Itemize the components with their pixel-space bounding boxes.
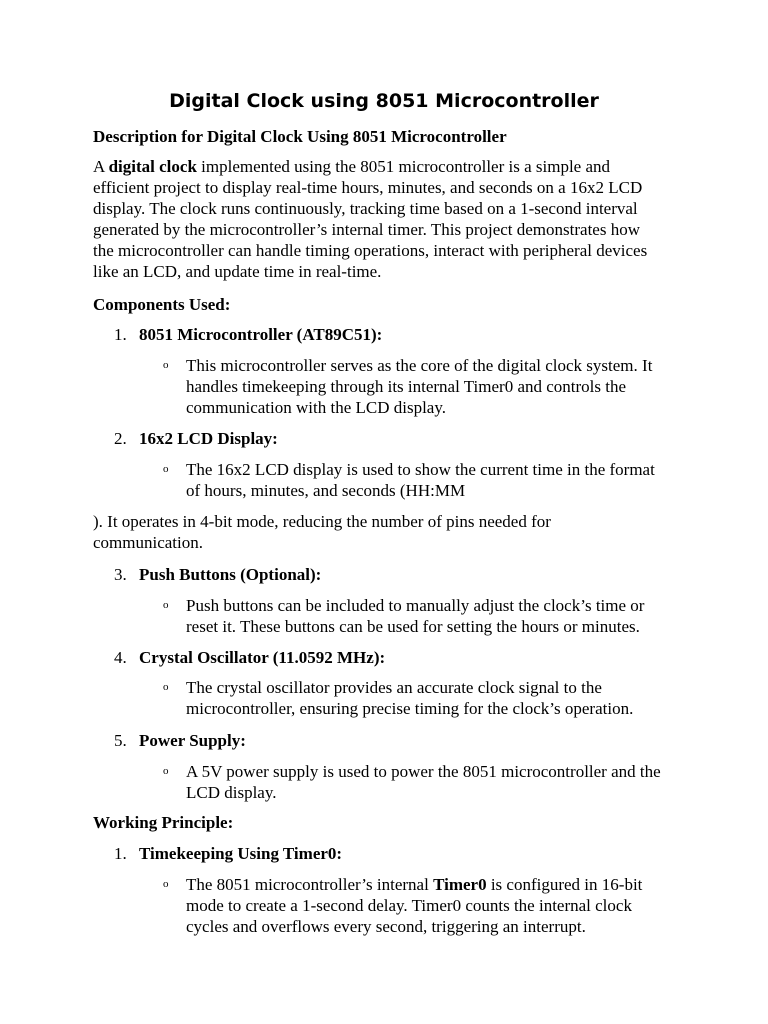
working-item-1-number: 1. [114, 844, 127, 863]
component-item-5-text: A 5V power supply is used to power the 8051 microcontroller and the LCD display. [186, 762, 661, 802]
component-item-1-title [114, 324, 382, 345]
page-title: Digital Clock using 8051 Microcontroller [169, 90, 599, 112]
component-item-4-label: Crystal Oscillator (11.0592 MHz): [139, 648, 386, 667]
component-item-1-text: This microcontroller serves as the core of the digital clock system. It handles timekeeping through its internal Timer0 and controls the communication with the LCD display. [186, 356, 653, 417]
component-item-2-text: The 16x2 LCD display is used to show the current time in the format of hours, minutes, and seconds (HH:MM [186, 460, 655, 500]
intro-lead: A [93, 157, 109, 176]
bullet-marker-icon: o [163, 878, 169, 890]
component-item-1-number: 1. [114, 325, 127, 344]
component-item-2-label: 16x2 LCD Display: [139, 429, 278, 448]
component-item-2-number: 2. [114, 429, 127, 448]
bullet-marker-icon: o [163, 599, 169, 611]
component-item-5-title [114, 730, 246, 751]
bullet-marker-icon: o [163, 463, 169, 475]
working-item-1-text-bold: Timer0 [433, 875, 487, 894]
working-item-1-text [186, 874, 676, 937]
working-heading: Working Principle: [93, 813, 234, 832]
bullet-marker-icon: o [163, 359, 169, 371]
intro-bold-term: digital clock [108, 157, 197, 176]
working-item-1-text-rest: is configured in 16-bit mode to create a 1-second delay. Timer0 counts the internal clock cycles and overflows every second, triggering an interrupt. [186, 875, 643, 936]
intro-paragraph [93, 156, 663, 282]
component-item-4-number: 4. [114, 648, 127, 667]
description-heading: Description for Digital Clock Using 8051 Microcontroller [93, 127, 507, 146]
component-item-4-text: The crystal oscillator provides an accurate clock signal to the microcontroller, ensuring precise timing for the clock’s operation. [186, 678, 634, 718]
component-item-2-title [114, 428, 278, 449]
component-item-3-text: Push buttons can be included to manually adjust the clock’s time or reset it. These buttons can be used for setting the hours or minutes. [186, 596, 645, 636]
component-item-3-number: 3. [114, 565, 127, 584]
component-item-4-title [114, 647, 385, 668]
working-item-1-text-lead: The 8051 microcontroller’s internal [186, 875, 434, 894]
working-item-1-label: Timekeeping Using Timer0: [139, 844, 343, 863]
working-item-1-title [114, 843, 342, 864]
bullet-marker-icon: o [163, 765, 169, 777]
intro-rest: implemented using the 8051 microcontroller is a simple and efficient project to display real-time hours, minutes, and seconds on a 16x2 LCD display. The clock runs continuously, tracking time based on a 1-second interval generated by the microcontroller’s internal timer. This project demonstrates how the microcontroller can handle timing operations, interact with peripheral devices like an LCD, and update time in real-time. [93, 157, 648, 281]
component-item-3-label: Push Buttons (Optional): [139, 565, 322, 584]
bullet-marker-icon: o [163, 681, 169, 693]
lcd-continuation-paragraph: ). It operates in 4-bit mode, reducing the number of pins needed for communication. [93, 512, 551, 552]
component-item-5-number: 5. [114, 731, 127, 750]
component-item-5-label: Power Supply: [139, 731, 246, 750]
components-heading: Components Used: [93, 295, 231, 314]
component-item-3-title [114, 564, 321, 585]
component-item-1-label: 8051 Microcontroller (AT89C51): [139, 325, 383, 344]
